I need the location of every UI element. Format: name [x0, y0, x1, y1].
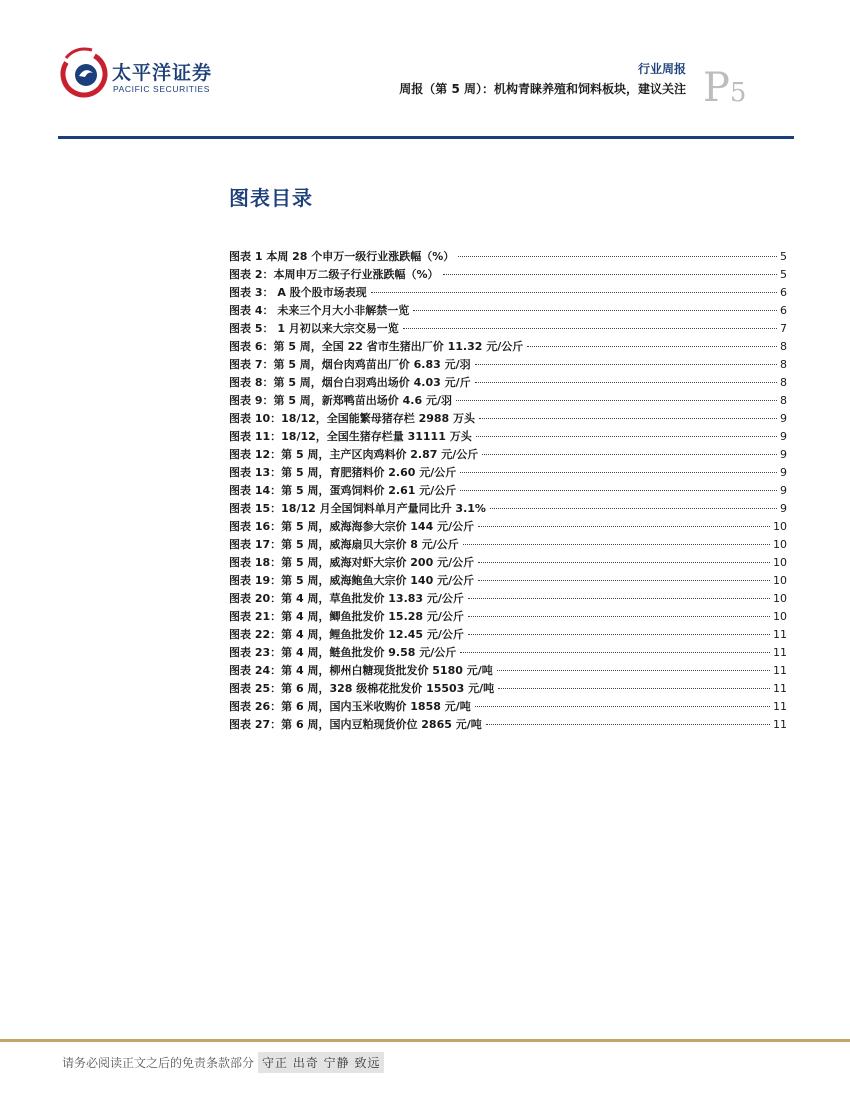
toc-dot-leader	[478, 526, 770, 527]
toc-entry-label: 图表 12：第 5 周，主产区肉鸡料价 2.87 元/公斤	[229, 448, 479, 461]
toc-entry-label: 图表 11：18/12，全国生猪存栏量 31111 万头	[229, 430, 472, 443]
toc-entry-label: 图表 7：第 5 周，烟台肉鸡苗出厂价 6.83 元/羽	[229, 358, 471, 371]
toc-entry[interactable]	[229, 302, 787, 320]
toc-entry-label: 图表 9：第 5 周，新郑鸭苗出场价 4.6 元/羽	[229, 394, 452, 407]
toc-entry[interactable]	[229, 662, 787, 680]
toc-entry-label: 图表 20：第 4 周，草鱼批发价 13.83 元/公斤	[229, 592, 464, 605]
toc-entry-label: 图表 27：第 6 周，国内豆粕现货价位 2865 元/吨	[229, 718, 482, 731]
toc-entry-page: 9	[780, 466, 787, 479]
toc-dot-leader	[486, 724, 770, 725]
toc-entry[interactable]	[229, 590, 787, 608]
toc-entry-page: 10	[773, 574, 787, 587]
toc-dot-leader	[463, 544, 770, 545]
toc-entry[interactable]	[229, 320, 787, 338]
toc-entry-label: 图表 18：第 5 周，威海对虾大宗价 200 元/公斤	[229, 556, 475, 569]
toc-entry[interactable]	[229, 338, 787, 356]
toc-dot-leader	[482, 454, 777, 455]
toc-dot-leader	[468, 634, 770, 635]
toc-entry-label: 图表 15：18/12 月全国饲料单月产量同比升 3.1%	[229, 502, 486, 515]
toc-entry[interactable]	[229, 392, 787, 410]
toc-dot-leader	[460, 490, 777, 491]
toc-entry[interactable]	[229, 536, 787, 554]
toc-entry-label: 图表 23：第 4 周，鲢鱼批发价 9.58 元/公斤	[229, 646, 457, 659]
toc-entry-page: 10	[773, 556, 787, 569]
toc-entry-page: 9	[780, 502, 787, 515]
toc-entry-label: 图表 6：第 5 周，全国 22 省市生猪出厂价 11.32 元/公斤	[229, 340, 524, 353]
toc-entry[interactable]	[229, 410, 787, 428]
page-number: 5	[729, 78, 747, 108]
footer-disclaimer: 请务必阅读正文之后的免责条款部分	[62, 1056, 255, 1070]
toc-dot-leader	[460, 652, 770, 653]
toc-entry[interactable]	[229, 572, 787, 590]
toc-entry[interactable]	[229, 446, 787, 464]
footer-divider	[0, 1039, 850, 1042]
toc-entry-label: 图表 25：第 6 周，328 级棉花批发价 15503 元/吨	[229, 682, 495, 695]
toc-entry-page: 11	[773, 682, 787, 695]
toc-dot-leader	[478, 562, 770, 563]
company-logo	[60, 44, 250, 104]
page-marker	[703, 65, 747, 111]
toc-entry-label: 图表 22：第 4 周，鲤鱼批发价 12.45 元/公斤	[229, 628, 464, 641]
toc-dot-leader	[468, 598, 770, 599]
toc-entry-label: 图表 14：第 5 周，蛋鸡饲料价 2.61 元/公斤	[229, 484, 457, 497]
toc-entry-label: 图表 13：第 5 周，育肥猪料价 2.60 元/公斤	[229, 466, 457, 479]
toc-entry-page: 11	[773, 664, 787, 677]
toc-entry-page: 8	[780, 340, 787, 353]
toc-dot-leader	[443, 274, 777, 275]
toc-entry-page: 11	[773, 718, 787, 731]
toc-dot-leader	[468, 616, 770, 617]
toc-entry-page: 8	[780, 376, 787, 389]
toc-entry[interactable]	[229, 716, 787, 734]
toc-entry-page: 10	[773, 538, 787, 551]
toc-entry-label: 图表 21：第 4 周，鲫鱼批发价 15.28 元/公斤	[229, 610, 464, 623]
toc-dot-leader	[490, 508, 777, 509]
toc-entry-page: 9	[780, 448, 787, 461]
toc-dot-leader	[475, 382, 777, 383]
toc-entry-page: 9	[780, 412, 787, 425]
toc-heading: 图表目录	[229, 186, 313, 210]
toc-entry[interactable]	[229, 554, 787, 572]
toc-dot-leader	[475, 706, 770, 707]
toc-entry-page: 5	[780, 250, 787, 263]
logo-english-name: PACIFIC SECURITIES	[113, 84, 211, 94]
toc-entry-page: 10	[773, 520, 787, 533]
toc-entry-label: 图表 5： 1 月初以来大宗交易一览	[229, 322, 399, 335]
toc-dot-leader	[371, 292, 777, 293]
toc-entry-page: 10	[773, 592, 787, 605]
header-divider	[58, 136, 794, 139]
toc-entry-page: 5	[780, 268, 787, 281]
toc-entry-label: 图表 3： A 股个股市场表现	[229, 286, 367, 299]
toc-entry-page: 6	[780, 286, 787, 299]
logo-chinese-name: 太平洋证券	[112, 62, 213, 84]
toc-entry[interactable]	[229, 698, 787, 716]
toc-entry-label: 图表 26：第 6 周，国内玉米收购价 1858 元/吨	[229, 700, 471, 713]
toc-dot-leader	[478, 580, 770, 581]
toc-entry[interactable]	[229, 680, 787, 698]
toc-entry[interactable]	[229, 248, 787, 266]
toc-entry[interactable]	[229, 626, 787, 644]
toc-entry[interactable]	[229, 266, 787, 284]
footer-motto: 守正 出奇 宁静 致远	[258, 1052, 384, 1073]
toc-entry-label: 图表 10：18/12，全国能繁母猪存栏 2988 万头	[229, 412, 476, 425]
toc-dot-leader	[460, 472, 777, 473]
toc-entry[interactable]	[229, 500, 787, 518]
toc-entry-page: 7	[780, 322, 787, 335]
toc-entry-label: 图表 19：第 5 周，威海鲍鱼大宗价 140 元/公斤	[229, 574, 475, 587]
toc-entry[interactable]	[229, 464, 787, 482]
toc-entry-page: 8	[780, 358, 787, 371]
toc-entry-label: 图表 4： 未来三个月大小非解禁一览	[229, 304, 410, 317]
page-letter: P	[703, 65, 730, 111]
toc-entry[interactable]	[229, 428, 787, 446]
toc-entry-page: 11	[773, 646, 787, 659]
toc-entry[interactable]	[229, 356, 787, 374]
document-title: 周报（第 5 周）：机构青睐养殖和饲料板块，建议关注	[399, 82, 686, 96]
toc-entry-label: 图表 16：第 5 周，威海海参大宗价 144 元/公斤	[229, 520, 475, 533]
toc-entry-page: 9	[780, 430, 787, 443]
toc-entry-page: 8	[780, 394, 787, 407]
toc-entry-label: 图表 1 本周 28 个申万一级行业涨跌幅（%）	[229, 250, 455, 263]
toc-entry[interactable]	[229, 284, 787, 302]
toc-entry-label: 图表 2：本周申万二级子行业涨跌幅（%）	[229, 268, 439, 281]
toc-entry[interactable]	[229, 482, 787, 500]
toc-entry-page: 6	[780, 304, 787, 317]
toc-entry-page: 9	[780, 484, 787, 497]
toc-entry-page: 10	[773, 610, 787, 623]
toc-dot-leader	[476, 436, 777, 437]
toc-dot-leader	[403, 328, 777, 329]
toc-entry-page: 11	[773, 700, 787, 713]
toc-dot-leader	[456, 400, 777, 401]
footer	[62, 1052, 384, 1073]
toc-entry[interactable]	[229, 644, 787, 662]
toc-dot-leader	[497, 670, 770, 671]
toc-dot-leader	[479, 418, 777, 419]
toc-entry-label: 图表 24：第 4 周，柳州白糖现货批发价 5180 元/吨	[229, 664, 493, 677]
toc-entry-page: 11	[773, 628, 787, 641]
toc-entry[interactable]	[229, 608, 787, 626]
document-type: 行业周报	[637, 62, 686, 76]
toc-entry-label: 图表 17：第 5 周，威海扇贝大宗价 8 元/公斤	[229, 538, 459, 551]
toc-entry[interactable]	[229, 518, 787, 536]
table-of-figures	[229, 248, 787, 734]
toc-dot-leader	[413, 310, 777, 311]
toc-dot-leader	[458, 256, 777, 257]
toc-dot-leader	[527, 346, 777, 347]
toc-dot-leader	[475, 364, 777, 365]
toc-entry-label: 图表 8：第 5 周，烟台白羽鸡出场价 4.03 元/斤	[229, 376, 471, 389]
pacific-securities-logo-icon	[60, 44, 112, 104]
toc-entry[interactable]	[229, 374, 787, 392]
toc-dot-leader	[498, 688, 770, 689]
